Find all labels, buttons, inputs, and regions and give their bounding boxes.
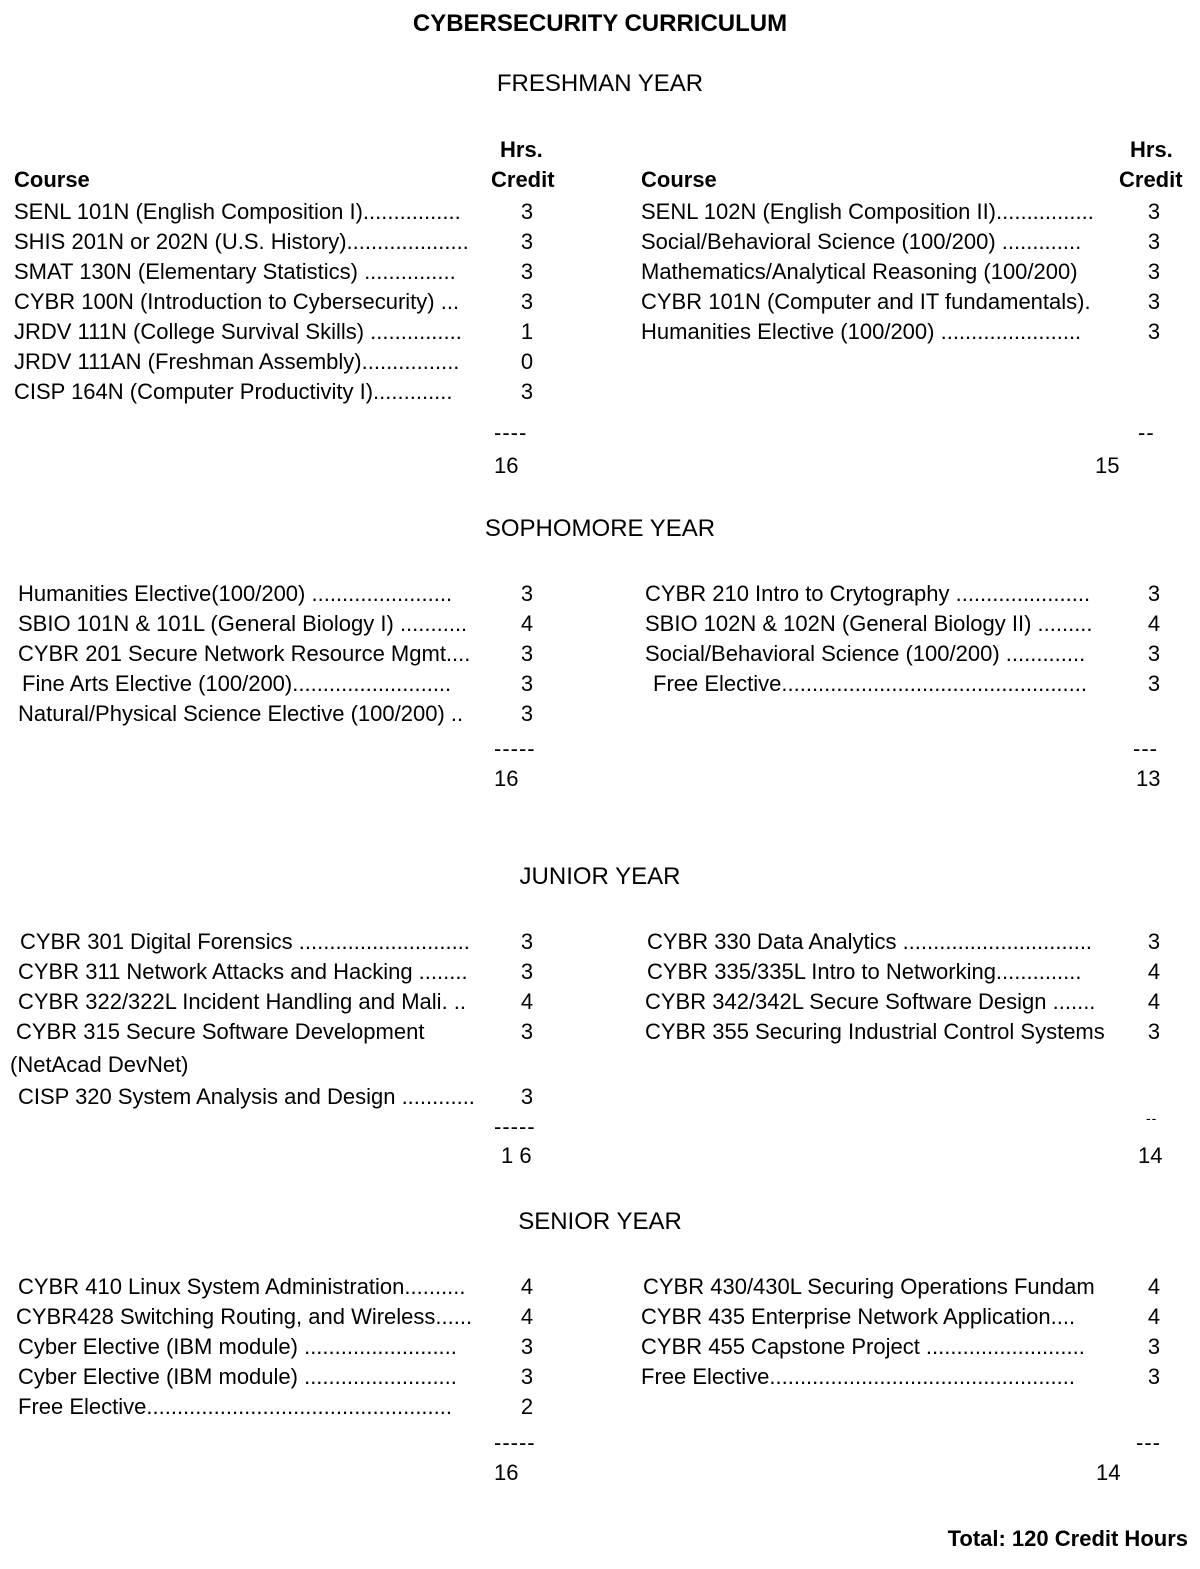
course-credit: 3 <box>520 1364 534 1389</box>
course-row <box>18 1332 538 1362</box>
course-name: Social/Behavioral Science (100/200) ............. <box>641 229 1082 254</box>
course-credit: 3 <box>1147 199 1161 224</box>
junior-left-list-cont <box>18 1082 538 1112</box>
grand-total: Total: 120 Credit Hours <box>947 1526 1188 1551</box>
course-name: CYBR 301 Digital Forensics ............................ <box>20 929 470 954</box>
course-credit: 4 <box>520 1304 534 1329</box>
junior-heading: JUNIOR YEAR <box>519 863 681 890</box>
senior-right-list <box>643 1272 1173 1392</box>
freshman-right-total: 15 <box>1095 453 1120 478</box>
course-row <box>647 987 1177 1017</box>
junior-left-total: 1 6 <box>501 1143 532 1168</box>
course-credit: 3 <box>1147 229 1161 254</box>
course-name: CYBR 311 Network Attacks and Hacking ........ <box>18 959 468 984</box>
course-name: Fine Arts Elective (100/200).......................... <box>22 671 452 696</box>
course-row <box>18 579 538 609</box>
freshman-right-credit-header: Credit <box>1119 167 1183 192</box>
course-row <box>647 957 1177 987</box>
sophomore-right-total: 13 <box>1136 766 1161 791</box>
course-credit: 3 <box>1147 259 1161 284</box>
course-name: Free Elective.................................................. <box>653 671 1087 696</box>
course-name: Cyber Elective (IBM module) ......................... <box>18 1364 457 1389</box>
course-row <box>647 1017 1177 1047</box>
course-name: SENL 102N (English Composition II)................ <box>641 199 1094 224</box>
course-name: SBIO 101N & 101L (General Biology I) ........... <box>18 611 468 636</box>
course-name: Free Elective.................................................. <box>18 1394 452 1419</box>
course-credit: 3 <box>520 641 534 666</box>
course-name: CYBR 201 Secure Network Resource Mgmt.... <box>18 641 471 666</box>
course-name: CYBR428 Switching Routing, and Wireless...... <box>16 1304 473 1329</box>
course-row <box>14 377 534 407</box>
course-row <box>18 1082 538 1112</box>
course-credit: 1 <box>520 319 534 344</box>
course-credit: 3 <box>1147 671 1161 696</box>
course-credit: 3 <box>520 379 534 404</box>
freshman-left-credit-header: Credit <box>491 167 555 192</box>
course-row <box>18 1017 538 1047</box>
course-row <box>18 1392 538 1422</box>
course-name: CYBR 210 Intro to Crytography ...................... <box>645 581 1091 606</box>
page-title: CYBERSECURITY CURRICULUM <box>412 10 788 37</box>
course-name: CYBR 322/322L Incident Handling and Mali. .. <box>18 989 467 1014</box>
course-name: SENL 101N (English Composition I)................ <box>14 199 461 224</box>
sophomore-left-list <box>18 579 538 729</box>
course-name: CYBR 430/430L Securing Operations Fundam <box>643 1274 1095 1299</box>
course-name: CYBR 342/342L Secure Software Design ....... <box>645 989 1096 1014</box>
course-row <box>641 197 1171 227</box>
course-name: CYBR 315 Secure Software Development <box>16 1019 425 1044</box>
freshman-right-course-header: Course <box>641 167 717 192</box>
course-credit: 4 <box>1147 1274 1161 1299</box>
course-row <box>643 1272 1173 1302</box>
senior-right-total: 14 <box>1096 1460 1121 1485</box>
junior-right-dash: -- <box>1146 1110 1158 1126</box>
course-row <box>645 669 1175 699</box>
course-credit: 3 <box>1147 319 1161 344</box>
course-credit: 3 <box>1147 929 1161 954</box>
course-credit: 3 <box>520 289 534 314</box>
course-row <box>14 287 534 317</box>
course-name: Humanities Elective (100/200) ....................... <box>641 319 1082 344</box>
course-credit: 3 <box>520 959 534 984</box>
freshman-left-course-header: Course <box>14 167 90 192</box>
course-credit: 3 <box>520 1019 534 1044</box>
freshman-left-dash: ---- <box>494 420 528 445</box>
course-row <box>14 197 534 227</box>
course-credit: 2 <box>520 1394 534 1419</box>
junior-left-dash: ----- <box>494 1114 536 1139</box>
course-row <box>645 609 1175 639</box>
junior-right-list <box>647 927 1177 1047</box>
freshman-right-dash: -- <box>1138 420 1155 445</box>
course-name: Cyber Elective (IBM module) ......................... <box>18 1334 457 1359</box>
freshman-right-list <box>641 197 1171 347</box>
course-credit: 4 <box>1147 959 1161 984</box>
sophomore-left-dash: ----- <box>494 736 536 761</box>
course-credit: 3 <box>520 199 534 224</box>
sophomore-left-total: 16 <box>494 766 519 791</box>
course-row <box>641 227 1171 257</box>
course-name: JRDV 111AN (Freshman Assembly)................ <box>14 349 460 374</box>
course-name: CYBR 435 Enterprise Network Application.... <box>641 1304 1076 1329</box>
course-credit: 3 <box>1147 641 1161 666</box>
course-credit: 3 <box>520 259 534 284</box>
course-name: SHIS 201N or 202N (U.S. History).................... <box>14 229 469 254</box>
course-name: CYBR 101N (Computer and IT fundamentals). <box>641 289 1091 314</box>
senior-left-dash: ----- <box>494 1430 536 1455</box>
course-row <box>643 1332 1173 1362</box>
course-credit: 3 <box>1147 1364 1161 1389</box>
course-name: CISP 164N (Computer Productivity I)............. <box>14 379 453 404</box>
course-name: SMAT 130N (Elementary Statistics) ............... <box>14 259 456 284</box>
freshman-heading: FRESHMAN YEAR <box>496 70 704 97</box>
freshman-left-list <box>14 197 534 407</box>
senior-left-list <box>18 1272 538 1422</box>
course-name: CYBR 100N (Introduction to Cybersecurity) ... <box>14 289 460 314</box>
course-row <box>18 699 538 729</box>
course-credit: 3 <box>520 671 534 696</box>
course-row <box>645 579 1175 609</box>
course-row <box>18 609 538 639</box>
course-credit: 4 <box>520 611 534 636</box>
senior-left-total: 16 <box>494 1460 519 1485</box>
course-row <box>18 639 538 669</box>
course-credit: 3 <box>520 229 534 254</box>
course-row <box>18 1272 538 1302</box>
course-row <box>14 227 534 257</box>
senior-heading: SENIOR YEAR <box>518 1208 682 1235</box>
course-credit: 3 <box>1147 1334 1161 1359</box>
course-credit: 3 <box>1147 1019 1161 1044</box>
course-credit: 3 <box>520 1334 534 1359</box>
course-row <box>14 257 534 287</box>
course-credit: 4 <box>520 1274 534 1299</box>
freshman-left-hrs-header: Hrs. <box>500 137 543 162</box>
course-row <box>18 957 538 987</box>
course-credit: 3 <box>1147 581 1161 606</box>
course-name: Free Elective.................................................. <box>641 1364 1075 1389</box>
senior-right-dash: --- <box>1136 1430 1161 1455</box>
course-row <box>18 1302 538 1332</box>
course-row <box>18 669 538 699</box>
course-row <box>18 927 538 957</box>
course-row <box>643 1362 1173 1392</box>
course-name: CISP 320 System Analysis and Design ............ <box>18 1084 475 1109</box>
course-name: CYBR 455 Capstone Project .......................... <box>641 1334 1085 1359</box>
course-name: Social/Behavioral Science (100/200) ............. <box>645 641 1086 666</box>
course-row <box>641 257 1171 287</box>
course-name: CYBR 330 Data Analytics ............................... <box>647 929 1093 954</box>
course-credit: 4 <box>520 989 534 1014</box>
course-row <box>643 1302 1173 1332</box>
sophomore-right-list <box>645 579 1175 699</box>
course-name: Humanities Elective(100/200) ....................... <box>18 581 453 606</box>
course-name: JRDV 111N (College Survival Skills) ............... <box>14 319 462 344</box>
course-credit: 4 <box>1147 989 1161 1014</box>
course-name: Natural/Physical Science Elective (100/200) .. <box>18 701 464 726</box>
sophomore-right-dash: --- <box>1133 736 1158 761</box>
course-row <box>641 317 1171 347</box>
junior-wrap-line: (NetAcad DevNet) <box>10 1052 189 1077</box>
course-row <box>18 1362 538 1392</box>
course-credit: 3 <box>1147 289 1161 314</box>
course-row <box>14 317 534 347</box>
course-credit: 3 <box>520 929 534 954</box>
course-name: SBIO 102N & 102N (General Biology II) ......... <box>645 611 1093 636</box>
course-row <box>14 347 534 377</box>
course-credit: 0 <box>520 349 534 374</box>
course-row <box>18 987 538 1017</box>
course-row <box>645 639 1175 669</box>
course-name: CYBR 410 Linux System Administration.......... <box>18 1274 466 1299</box>
junior-right-total: 14 <box>1138 1143 1163 1168</box>
course-credit: 3 <box>520 581 534 606</box>
junior-left-list <box>18 927 538 1047</box>
sophomore-heading: SOPHOMORE YEAR <box>484 515 716 542</box>
course-row <box>647 927 1177 957</box>
freshman-left-total: 16 <box>494 453 519 478</box>
freshman-right-hrs-header: Hrs. <box>1130 137 1173 162</box>
course-name: CYBR 355 Securing Industrial Control Systems <box>645 1019 1105 1044</box>
course-credit: 4 <box>1147 611 1161 636</box>
course-name: Mathematics/Analytical Reasoning (100/200) <box>641 259 1078 284</box>
course-credit: 3 <box>520 701 534 726</box>
course-row <box>641 287 1171 317</box>
course-name: CYBR 335/335L Intro to Networking.............. <box>647 959 1082 984</box>
course-credit: 4 <box>1147 1304 1161 1329</box>
course-credit: 3 <box>520 1084 534 1109</box>
